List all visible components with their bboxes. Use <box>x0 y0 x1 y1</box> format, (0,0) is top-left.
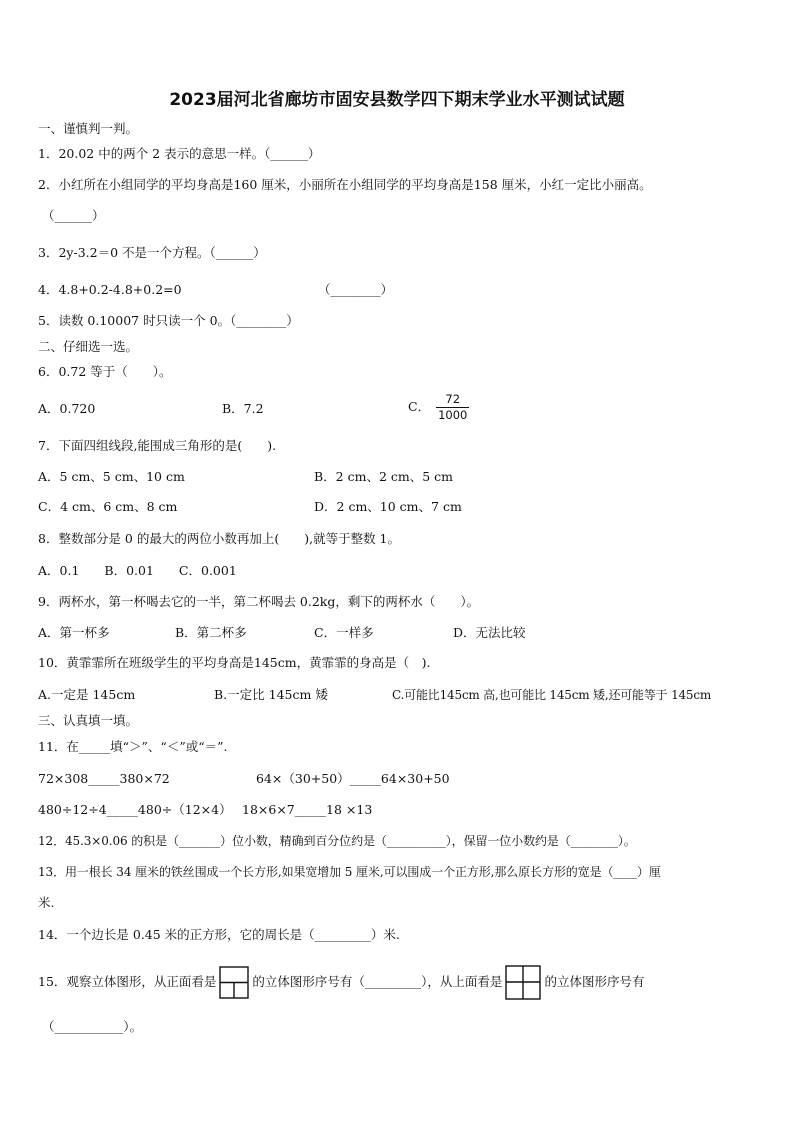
question-7-option-d: D．2 cm、10 cm、7 cm <box>314 499 462 514</box>
question-2: 2．小红所在小组同学的平均身高是160 厘米，小丽所在小组同学的平均身高是158 厘米，小红一定比小丽高。 <box>38 177 652 192</box>
question-2-blank: （______） <box>42 208 105 223</box>
question-13-continued: 米. <box>38 895 55 910</box>
question-4-blank: （________） <box>318 282 394 297</box>
question-15-part-3: 的立体图形序号有 <box>544 974 645 989</box>
question-11-item-3: 480÷12÷4_____480÷（12×4） <box>38 802 232 817</box>
question-11-item-2: 64×（30+50）_____64×30+50 <box>256 771 450 786</box>
question-10-option-b: B.一定比 145cm 矮 <box>214 687 328 702</box>
fraction <box>436 392 469 423</box>
question-10: 10．黄霏霏所在班级学生的平均身高是145cm，黄霏霏的身高是（ ). <box>38 655 431 670</box>
question-15-blank: （___________）。 <box>42 1019 143 1034</box>
question-10-option-c: C.可能比145cm 高,也可能比 145cm 矮,还可能等于 145cm <box>392 688 712 702</box>
question-13: 13．用一根长 34 厘米的铁丝围成一个长方形,如果宽增加 5 厘米,可以围成一个正方形,那么原长方形的宽是（____）厘 <box>38 865 661 879</box>
question-15 <box>38 965 644 1000</box>
question-5: 5．读数 0.10007 时只读一个 0。（________） <box>38 313 299 328</box>
section-heading-choose: 二、仔细选一选。 <box>38 339 139 354</box>
question-8-options: A．0.1 B．0.01 C．0.001 <box>38 563 237 578</box>
question-9-option-a: A．第一杯多 <box>38 625 110 640</box>
question-3: 3．2y-3.2＝0 不是一个方程。（______） <box>38 245 266 260</box>
question-15-part-2: 的立体图形序号有（_________），从上面看是 <box>252 974 503 989</box>
question-9-option-b: B．第二杯多 <box>175 625 247 640</box>
question-12: 12．45.3×0.06 的积是（_______）位小数，精确到百分位约是（__________），保留一位小数约是（________）。 <box>38 834 636 848</box>
question-7: 7．下面四组线段,能围成三角形的是( ). <box>38 438 277 453</box>
question-8: 8．整数部分是 0 的最大的两位小数再加上( ),就等于整数 1。 <box>38 531 401 546</box>
question-6: 6．0.72 等于（ ）。 <box>38 364 172 379</box>
question-9: 9．两杯水，第一杯喝去它的一半，第二杯喝去 0.2kg，剩下的两杯水（ ）。 <box>38 594 480 609</box>
question-9-option-d: D．无法比较 <box>453 625 526 640</box>
option-c-label: C． <box>408 399 431 414</box>
fraction-denominator: 1000 <box>438 408 468 422</box>
question-7-option-c: C．4 cm、6 cm、8 cm <box>38 499 178 514</box>
fraction-numerator: 72 <box>445 392 461 406</box>
section-heading-fill: 三、认真填一填。 <box>38 713 139 728</box>
question-11-item-4: 18×6×7_____18 ×13 <box>242 802 373 817</box>
question-7-option-a: A．5 cm、5 cm、10 cm <box>38 469 185 484</box>
question-6-option-a: A．0.720 <box>38 401 96 416</box>
question-9-option-c: C．一样多 <box>314 625 374 640</box>
question-6-option-c <box>408 392 469 423</box>
question-10-option-a: A.一定是 145cm <box>38 687 136 702</box>
question-14: 14．一个边长是 0.45 米的正方形，它的周长是（_________）米. <box>38 927 400 942</box>
top-view-figure <box>505 965 541 1000</box>
question-15-part-1: 15．观察立体图形，从正面看是 <box>38 974 217 989</box>
question-11: 11．在_____填“＞”、“＜”或“＝”. <box>38 739 228 754</box>
question-11-item-1: 72×308_____380×72 <box>38 771 170 786</box>
page-title: 2023届河北省廊坊市固安县数学四下期末学业水平测试试题 <box>169 90 625 110</box>
question-4: 4．4.8+0.2-4.8+0.2=0 <box>38 282 182 297</box>
question-1: 1．20.02 中的两个 2 表示的意思一样。（______） <box>38 146 321 161</box>
question-7-option-b: B．2 cm、2 cm、5 cm <box>314 469 454 484</box>
section-heading-judge: 一、谨慎判一判。 <box>38 121 139 136</box>
front-view-figure <box>219 966 249 999</box>
question-6-option-b: B．7.2 <box>222 401 264 416</box>
